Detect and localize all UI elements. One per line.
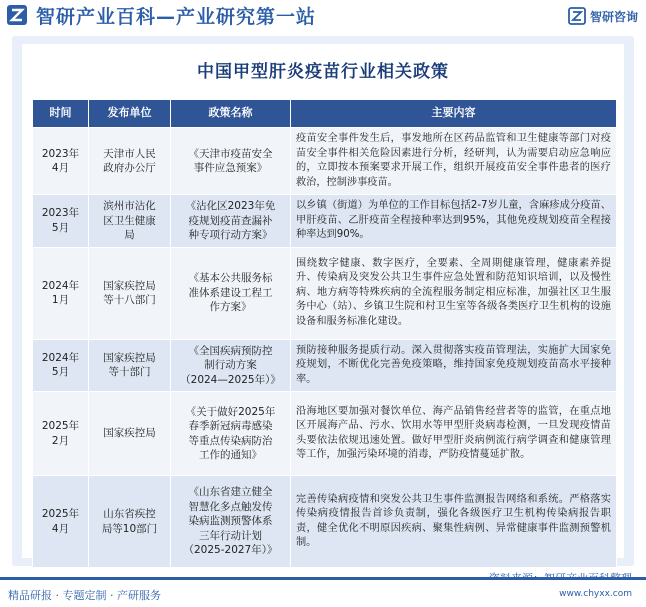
table-header-row: [33, 100, 617, 128]
cell-time: 2023年 4月: [33, 128, 89, 195]
column-header-time: 时间: [33, 100, 89, 128]
cell-unit: 国家疾控局 等十八部门: [89, 247, 171, 339]
zhiyan-logo-icon: [568, 7, 586, 25]
footer-divider: [0, 577, 646, 580]
cell-policy-name: 《全国疾病预防控 制行动方案 （2024—2025年）》: [171, 339, 291, 392]
cell-time: 2023年 5月: [33, 195, 89, 248]
cell-policy-name: 《天津市疫苗安全 事件应急预案》: [171, 128, 291, 195]
footer-url[interactable]: www.chyxx.com: [559, 589, 632, 599]
cell-policy-name: 《关于做好2025年 春季新冠病毒感染 等重点传染病防治 工作的通知》: [171, 392, 291, 476]
table-title: 中国甲型肝炎疫苗行业相关政策: [197, 61, 449, 82]
brand-badge-icon: [6, 4, 28, 26]
table-row: [33, 247, 617, 339]
cell-content: 以乡镇（街道）为单位的工作目标包括2-7岁儿童，含麻疹成分疫苗、甲肝疫苗、乙肝疫苗全程接种率达到95%，其他免疫规划疫苗全程接种率达到90%。: [291, 195, 617, 248]
cell-unit: 国家疾控局 等十部门: [89, 339, 171, 392]
cell-policy-name: 《沾化区2023年免 疫规划疫苗查漏补 种专项行动方案》: [171, 195, 291, 248]
cell-time: 2024年 5月: [33, 339, 89, 392]
cell-unit: 山东省疾控 局等10部门: [89, 476, 171, 568]
table-row: [33, 195, 617, 248]
column-header-content: 主要内容: [291, 100, 617, 128]
column-header-policy-name: 政策名称: [171, 100, 291, 128]
cell-content: 完善传染病疫情和突发公共卫生事件监测报告网络和系统。严格落实传染病疫情报告首诊负责制，强化各级医疗卫生机构传染病报告职责，健全优化不明原因疾病、聚集性病例、异常健康事件监测预警机制。: [291, 476, 617, 568]
table-row: [33, 392, 617, 476]
cell-unit: 国家疾控局: [89, 392, 171, 476]
cell-policy-name: 《山东省建立健全 智慧化多点触发传 染病监测预警体系 三年行动计划 （2025-2027年）》: [171, 476, 291, 568]
cell-content: 沿海地区要加强对餐饮单位、海产品销售经营者等的监管，在重点地区开展海产品、污水、饮用水等甲型肝炎病毒检测，一旦发现疫情苗头要依法依规迅速处置。做好甲型肝炎病例流行病学调查和健康管理等工作，加强污染环境的消毒，严防疫情蔓延扩散。: [291, 392, 617, 476]
footer-bar: [0, 577, 646, 607]
cell-content: 疫苗安全事件发生后，事发地所在区药品监管和卫生健康等部门对疫苗安全事件相关危险因素进行分析，经研判，认为需要启动应急响应的，立即按本预案要求开展工作，组织开展疫苗安全事件患者的医疗救治，控制涉事疫苗。: [291, 128, 617, 195]
table-row: [33, 339, 617, 392]
policy-table-body: [33, 128, 617, 568]
cell-policy-name: 《基本公共服务标 准体系建设工程工 作方案》: [171, 247, 291, 339]
cell-time: 2025年 2月: [33, 392, 89, 476]
footer-services: 精品研报 · 专题定制 · 产研服务: [8, 589, 161, 602]
policy-panel: [22, 44, 624, 558]
top-logo[interactable]: [568, 6, 638, 26]
cell-content: 预防接种服务提质行动。深入贯彻落实疫苗管理法，实施扩大国家免疫规划，不断优化完善免疫策略，维持国家免疫规划疫苗高水平接种率。: [291, 339, 617, 392]
content-frame: [12, 36, 634, 566]
cell-time: 2024年 1月: [33, 247, 89, 339]
cell-content: 围绕数字健康、数字医疗，全要素、全周期健康管理，健康素养提升、传染病及突发公共卫生事件应急处置和防范知识培训，以及慢性病、地方病等特殊疾病的全流程服务制定相应标准，加强社区卫生服务中心（站）、乡镇卫生院和村卫生室等各级各类医疗卫生机构的设施设备和服务标准化建设。: [291, 247, 617, 339]
cell-unit: 天津市人民 政府办公厅: [89, 128, 171, 195]
cell-time: 2025年 4月: [33, 476, 89, 568]
top-banner: [0, 0, 646, 30]
table-row: [33, 128, 617, 195]
table-row: [33, 476, 617, 568]
logo-text: 智研咨询: [589, 9, 638, 24]
column-header-unit: 发布单位: [89, 100, 171, 128]
site-title: 智研产业百科—产业研究第一站: [36, 6, 317, 28]
policy-table: [32, 99, 617, 568]
cell-unit: 滨州市沾化 区卫生健康 局: [89, 195, 171, 248]
